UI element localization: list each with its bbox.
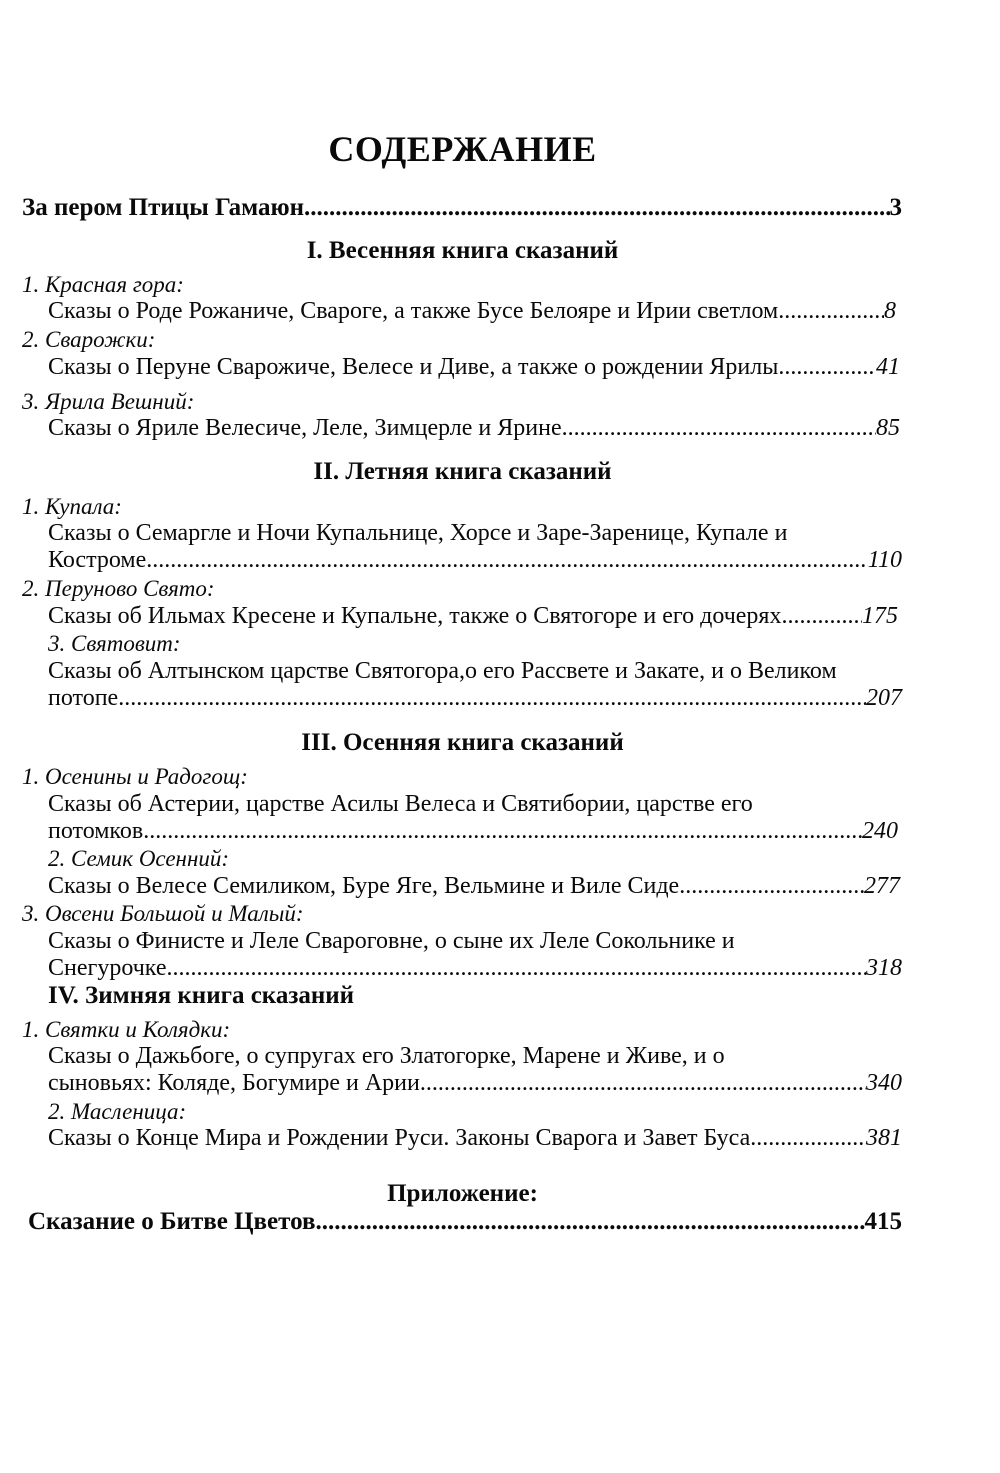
- subsection-label: 2. Сварожки:: [22, 327, 156, 352]
- entry-text-line: Сказы о Финисте и Леле Свароговне, о сыне их Леле Сокольнике и: [48, 928, 735, 954]
- entry-text: Сказы о Конце Мира и Рождении Руси. Законы Сварога и Завет Буса: [48, 1125, 751, 1151]
- page-number: 8: [884, 298, 896, 324]
- toc-entry[interactable]: [48, 1070, 902, 1097]
- toc-entry[interactable]: [48, 818, 898, 845]
- page-number: 3: [889, 194, 902, 221]
- section-heading-winter: IV. Зимняя книга сказаний: [48, 982, 355, 1009]
- page-number: 175: [862, 603, 898, 629]
- toc-entry[interactable]: [48, 547, 902, 574]
- entry-text: потопе: [48, 685, 119, 711]
- subsection-label: 1. Купала:: [22, 494, 122, 519]
- page-number: 207: [866, 685, 902, 711]
- subsection-label: 3. Святовит:: [48, 631, 181, 656]
- entry-text: Сказы о Яриле Велесиче, Леле, Зимцерле и Ярине: [48, 415, 562, 441]
- toc-entry[interactable]: [48, 1125, 902, 1152]
- page-number: 415: [864, 1208, 902, 1235]
- toc-entry[interactable]: [48, 298, 896, 325]
- page-number: 240: [862, 818, 898, 844]
- page-number: 85: [876, 415, 900, 441]
- entry-text: Снегурочке: [48, 955, 167, 981]
- page-title: СОДЕРЖАНИЕ: [328, 129, 597, 169]
- section-heading-spring: I. Весенняя книга сказаний: [306, 237, 619, 264]
- toc-entry[interactable]: [48, 955, 902, 982]
- toc-entry-intro[interactable]: [22, 194, 902, 222]
- subsection-label: 1. Красная гора:: [22, 272, 184, 297]
- entry-text: Сказы о Велесе Семиликом, Буре Яге, Вельмине и Виле Сиде: [48, 873, 680, 899]
- page-number: 381: [866, 1125, 902, 1151]
- subsection-label: 3. Овсени Большой и Малый:: [22, 901, 304, 926]
- subsection-label: 1. Осенины и Радогощ:: [22, 764, 248, 789]
- appendix-heading: Приложение:: [387, 1180, 538, 1207]
- subsection-label: 2. Масленица:: [48, 1099, 187, 1124]
- page-number: 277: [864, 873, 900, 899]
- page-number: 340: [866, 1070, 902, 1096]
- entry-text-line: Сказы о Семаргле и Ночи Купальнице, Хорсе и Заре-Заренице, Купале и: [48, 520, 788, 546]
- subsection-label: 2. Семик Осенний:: [48, 846, 230, 871]
- entry-text-line: Сказы об Астерии, царстве Асилы Велеса и Святибории, царстве его: [48, 791, 753, 817]
- subsection-label: 3. Ярила Вешний:: [22, 389, 195, 414]
- entry-text: сыновьях: Коляде, Богумире и Арии: [48, 1070, 420, 1096]
- toc-entry[interactable]: [48, 603, 898, 630]
- toc-entry[interactable]: [48, 354, 900, 381]
- entry-text-line: Сказы о Дажьбоге, о супругах его Златогорке, Марене и Живе, и о: [48, 1043, 725, 1069]
- subsection-label: 1. Святки и Колядки:: [22, 1017, 231, 1042]
- entry-text: Сказы о Перуне Сварожиче, Велесе и Диве, а также о рождении Ярилы: [48, 354, 779, 380]
- page-number: 318: [866, 955, 902, 981]
- entry-text: За пером Птицы Гамаюн: [22, 194, 305, 221]
- page-number: 41: [876, 354, 900, 380]
- toc-entry[interactable]: [48, 873, 900, 900]
- subsection-label: 2. Перуново Свято:: [22, 576, 215, 601]
- entry-text: Сказы о Роде Рожаниче, Свароге, а также Бусе Белояре и Ирии светлом: [48, 298, 779, 324]
- toc-entry-appendix[interactable]: [28, 1208, 902, 1236]
- entry-text: Костроме: [48, 547, 147, 573]
- entry-text-line: Сказы об Алтынском царстве Святогора,о его Рассвете и Закате, и о Великом: [48, 658, 837, 684]
- entry-text: Сказы об Ильмах Кресене и Купальне, также о Святогоре и его дочерях: [48, 603, 782, 629]
- toc-entry[interactable]: [48, 685, 902, 712]
- toc-entry[interactable]: [48, 415, 900, 442]
- section-heading-summer: II. Летняя книга сказаний: [313, 458, 612, 485]
- section-heading-autumn: III. Осенняя книга сказаний: [301, 729, 624, 756]
- entry-text: потомков: [48, 818, 144, 844]
- page-number: 110: [867, 547, 902, 573]
- entry-text: Сказание о Битве Цветов: [28, 1208, 316, 1235]
